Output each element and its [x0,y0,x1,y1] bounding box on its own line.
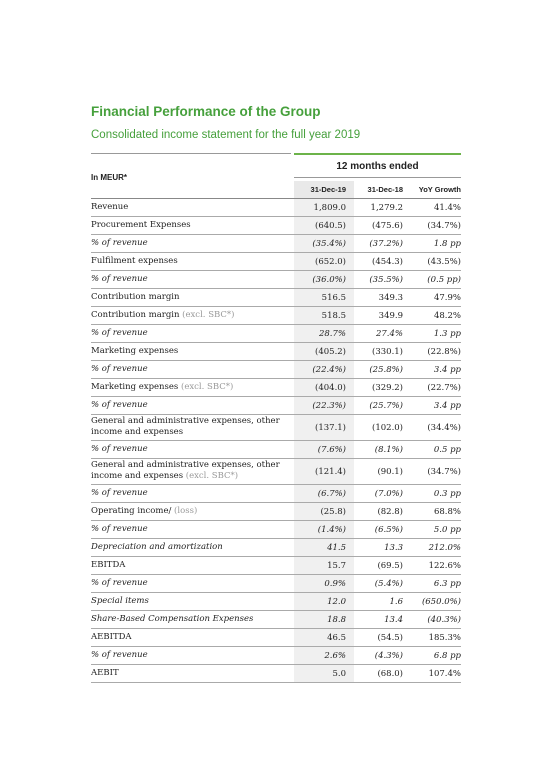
cell-c1: (404.0) [294,379,354,396]
table-row [91,611,461,629]
cell-c3: 1.8 pp [433,238,461,249]
cell-c1: 0.9% [294,575,354,592]
row-label [91,400,287,411]
row-label-text: Special items [91,596,149,606]
row-label [91,460,287,482]
cell-c3: (34.4%) [427,422,461,433]
table-row [91,575,461,593]
table-row [91,307,461,325]
table-row [91,459,461,485]
row-label [91,256,287,267]
row-label [91,650,287,661]
cell-c1: (6.7%) [294,485,354,502]
column-header-yoy-growth: YoY Growth [418,185,461,194]
cell-c3: 185.3% [428,632,461,643]
cell-c2: (475.6) [372,220,403,231]
cell-c2: (35.5%) [369,274,403,285]
row-label-text: EBITDA [91,560,126,570]
row-label [91,632,287,643]
cell-c1: 1,809.0 [294,199,354,216]
table-row [91,593,461,611]
cell-c2: 1,279.2 [370,202,403,213]
cell-c2: (329.2) [372,382,403,393]
cell-c1: (22.3%) [294,397,354,414]
cell-c1: 41.5 [294,539,354,556]
table-row [91,647,461,665]
cell-c2: 349.3 [378,292,403,303]
cell-c1: (652.0) [294,253,354,270]
period-header-underline [294,177,461,178]
cell-c3: 122.6% [428,560,461,571]
table-row [91,503,461,521]
cell-c1: 2.6% [294,647,354,664]
table-row [91,379,461,397]
row-label-text: % of revenue [91,274,148,284]
row-label-text: % of revenue [91,400,148,410]
cell-c2: (90.1) [377,466,403,477]
table-row [91,397,461,415]
cell-c3: (34.7%) [427,466,461,477]
cell-c1: (7.6%) [294,441,354,458]
cell-c2: 349.9 [378,310,403,321]
row-label-text: Procurement Expenses [91,220,191,230]
cell-c2: (8.1%) [374,444,403,455]
cell-c3: 6.3 pp [433,578,461,589]
cell-c3: 47.9% [433,292,461,303]
row-label-text: % of revenue [91,524,148,534]
cell-c2: (6.5%) [374,524,403,535]
cell-c1: (405.2) [294,343,354,360]
table-row [91,629,461,647]
unit-label: In MEUR* [91,173,127,182]
cell-c2: (454.3) [372,256,403,267]
period-header: 12 months ended [336,161,419,172]
table-row [91,199,461,217]
cell-c1: (1.4%) [294,521,354,538]
row-label-note: (excl. SBC*) [183,471,239,481]
row-label [91,220,287,231]
cell-c2: 13.4 [384,614,403,625]
cell-c2: (69.5) [377,560,403,571]
row-label [91,238,287,249]
row-label [91,488,287,499]
table-row [91,343,461,361]
row-label-text: AEBITDA [91,632,132,642]
page-title: Financial Performance of the Group [91,104,321,119]
table-row [91,253,461,271]
cell-c3: 5.0 pp [433,524,461,535]
row-label [91,416,287,438]
cell-c2: (37.2%) [369,238,403,249]
row-label [91,560,287,571]
cell-c2: (102.0) [372,422,403,433]
table-row [91,539,461,557]
row-label [91,444,287,455]
cell-c3: (22.8%) [427,346,461,357]
row-label-text: % of revenue [91,238,148,248]
row-label [91,202,287,213]
cell-c1: 518.5 [294,307,354,324]
column-header-31-dec-18: 31-Dec-18 [367,185,403,194]
cell-c2: (5.4%) [374,578,403,589]
row-label [91,524,287,535]
cell-c2: 13.3 [384,542,403,553]
cell-c1: 516.5 [294,289,354,306]
row-label-text: General and administrative expenses, other income and expenses [91,416,280,437]
table-row [91,235,461,253]
table-row [91,217,461,235]
cell-c3: (43.5%) [427,256,461,267]
table-row [91,521,461,539]
cell-c1: (121.4) [294,459,354,484]
row-label [91,668,287,679]
row-label-text: % of revenue [91,328,148,338]
row-label-text: % of revenue [91,444,148,454]
row-label-note: (excl. SBC*) [179,310,235,320]
cell-c1: 18.8 [294,611,354,628]
table-row [91,325,461,343]
cell-c3: (650.0%) [421,596,461,607]
cell-c3: 48.2% [433,310,461,321]
row-label-text: Operating income/ [91,506,172,516]
table-row [91,441,461,459]
row-label-note: (excl. SBC*) [178,382,234,392]
income-statement-table [91,199,461,683]
cell-c1: (36.0%) [294,271,354,288]
cell-c3: 68.8% [433,506,461,517]
row-label-text: Depreciation and amortization [91,542,223,552]
cell-c3: (40.3%) [427,614,461,625]
cell-c3: 3.4 pp [433,364,461,375]
cell-c2: 1.6 [389,596,403,607]
cell-c1: 15.7 [294,557,354,574]
cell-c2: (4.3%) [374,650,403,661]
cell-c1: 12.0 [294,593,354,610]
cell-c3: 1.3 pp [433,328,461,339]
row-label [91,364,287,375]
row-label [91,292,287,303]
cell-c3: 212.0% [428,542,461,553]
row-label [91,596,287,607]
row-label-text: % of revenue [91,488,148,498]
row-label-text: Marketing expenses [91,382,179,392]
cell-c3: 0.5 pp [433,444,461,455]
row-label [91,310,287,321]
table-row [91,271,461,289]
row-label [91,382,287,393]
cell-c1: (137.1) [294,415,354,440]
header-rule-left [91,153,291,154]
row-label-text: General and administrative expenses, other income and expenses [91,460,280,481]
cell-c2: (7.0%) [374,488,403,499]
row-label [91,506,287,517]
row-label-text: Contribution margin [91,310,180,320]
cell-c2: (25.7%) [369,400,403,411]
cell-c1: (22.4%) [294,361,354,378]
cell-c1: (35.4%) [294,235,354,252]
cell-c3: 107.4% [428,668,461,679]
row-label [91,328,287,339]
cell-c1: 5.0 [294,665,354,682]
row-label-text: % of revenue [91,364,148,374]
cell-c1: (640.5) [294,217,354,234]
header-rule-accent [294,153,461,155]
cell-c3: (0.5 pp) [427,274,461,285]
row-label [91,274,287,285]
cell-c3: (34.7%) [427,220,461,231]
row-label-text: % of revenue [91,578,148,588]
row-label-text: Revenue [91,202,129,212]
cell-c3: 0.3 pp [433,488,461,499]
row-label-text: Contribution margin [91,292,180,302]
row-label-text: Fulfilment expenses [91,256,178,266]
row-label [91,578,287,589]
cell-c1: 28.7% [294,325,354,342]
row-label [91,346,287,357]
table-row [91,289,461,307]
cell-c3: 3.4 pp [433,400,461,411]
cell-c2: (330.1) [372,346,403,357]
cell-c1: 46.5 [294,629,354,646]
row-label-text: AEBIT [91,668,119,678]
cell-c2: (82.8) [377,506,403,517]
cell-c2: (25.8%) [369,364,403,375]
table-row [91,665,461,683]
column-header-31-dec-19: 31-Dec-19 [294,181,354,198]
row-label-text: Marketing expenses [91,346,179,356]
row-label-text: Share-Based Compensation Expenses [91,614,254,624]
cell-c3: 6.8 pp [433,650,461,661]
cell-c2: (54.5) [377,632,403,643]
cell-c3: (22.7%) [427,382,461,393]
table-row [91,557,461,575]
row-label [91,542,287,553]
row-label-note: (loss) [171,506,198,516]
row-label-text: % of revenue [91,650,148,660]
cell-c3: 41.4% [433,202,461,213]
cell-c1: (25.8) [294,503,354,520]
column-headers [294,181,461,198]
row-label [91,614,287,625]
cell-c2: 27.4% [375,328,403,339]
table-row [91,415,461,441]
page-subtitle: Consolidated income statement for the full year 2019 [91,129,361,141]
cell-c2: (68.0) [377,668,403,679]
table-row [91,361,461,379]
table-row [91,485,461,503]
